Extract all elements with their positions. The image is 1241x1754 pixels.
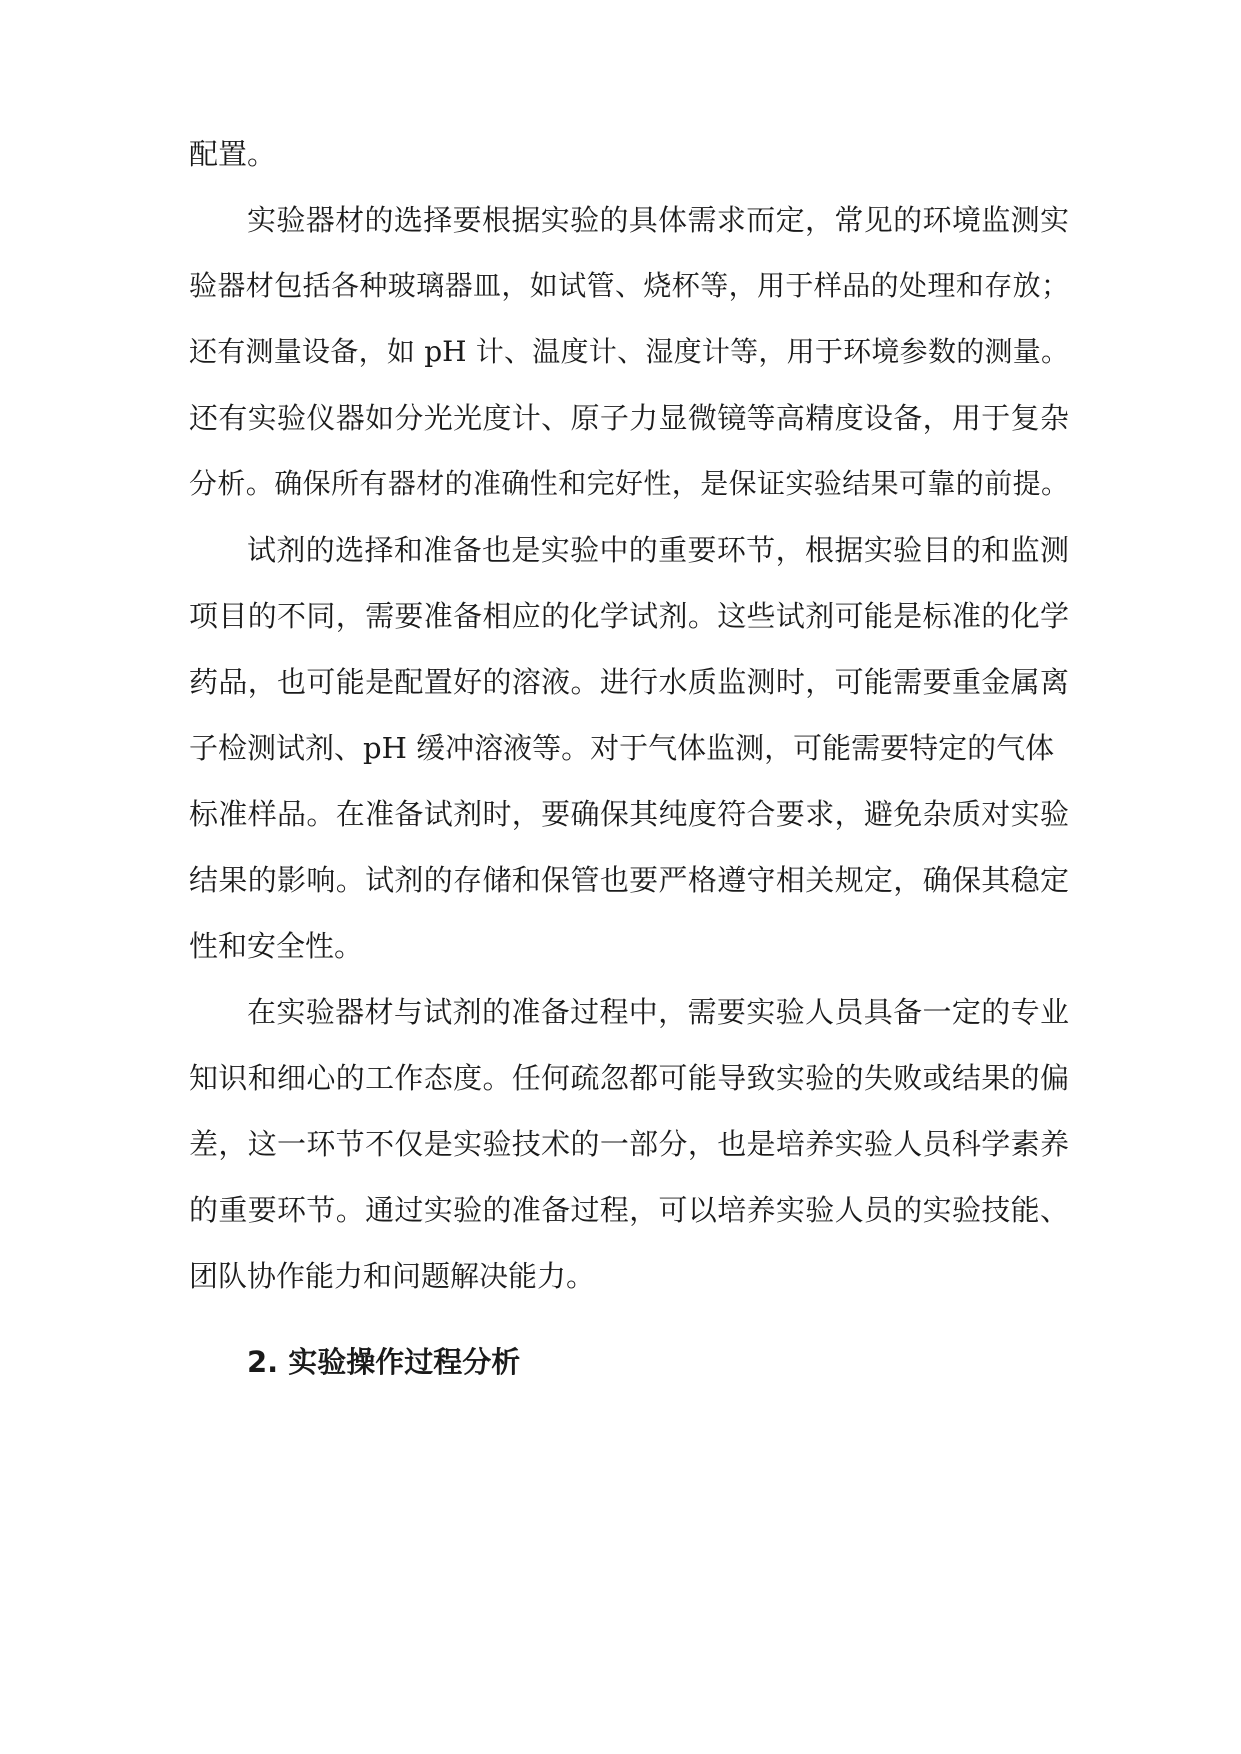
paragraph-line: 标准样品。在准备试剂时，要确保其纯度符合要求，避免杂质对实验 xyxy=(189,797,1069,831)
paragraph-line: 团队协作能力和问题解决能力。 xyxy=(189,1259,596,1293)
paragraph-line: 验器材包括各种玻璃器皿，如试管、烧杯等，用于样品的处理和存放； xyxy=(189,269,1069,302)
paragraph-line: 项目的不同，需要准备相应的化学试剂。这些试剂可能是标准的化学 xyxy=(189,599,1069,633)
paragraph-line: 子检测试剂、pH 缓冲溶液等。对于气体监测，可能需要特定的气体 xyxy=(189,731,1055,765)
paragraph-line: 还有测量设备，如 pH 计、温度计、湿度计等，用于环境参数的测量。 xyxy=(189,335,1069,368)
paragraph-line: 的重要环节。通过实验的准备过程，可以培养实验人员的实验技能、 xyxy=(189,1193,1069,1227)
paragraph-line: 实验器材的选择要根据实验的具体需求而定，常见的环境监测实 xyxy=(247,203,1069,237)
paragraph-line: 性和安全性。 xyxy=(189,929,364,963)
paragraph-line: 药品，也可能是配置好的溶液。进行水质监测时，可能需要重金属离 xyxy=(189,665,1069,699)
paragraph-line: 还有实验仪器如分光光度计、原子力显微镜等高精度设备，用于复杂 xyxy=(189,401,1069,435)
paragraph-line: 试剂的选择和准备也是实验中的重要环节，根据实验目的和监测 xyxy=(247,533,1069,567)
paragraph-line: 在实验器材与试剂的准备过程中，需要实验人员具备一定的专业 xyxy=(247,995,1069,1029)
paragraph-line: 分析。确保所有器材的准确性和完好性，是保证实验结果可靠的前提。 xyxy=(189,467,1069,500)
paragraph-line: 知识和细心的工作态度。任何疏忽都可能导致实验的失败或结果的偏 xyxy=(189,1061,1069,1095)
paragraph-line: 差，这一环节不仅是实验技术的一部分，也是培养实验人员科学素养 xyxy=(189,1127,1069,1161)
paragraph-line: 配置。 xyxy=(189,137,277,171)
section-heading: 2. 实验操作过程分析 xyxy=(247,1345,521,1379)
paragraph-line: 结果的影响。试剂的存储和保管也要严格遵守相关规定，确保其稳定 xyxy=(189,863,1069,897)
